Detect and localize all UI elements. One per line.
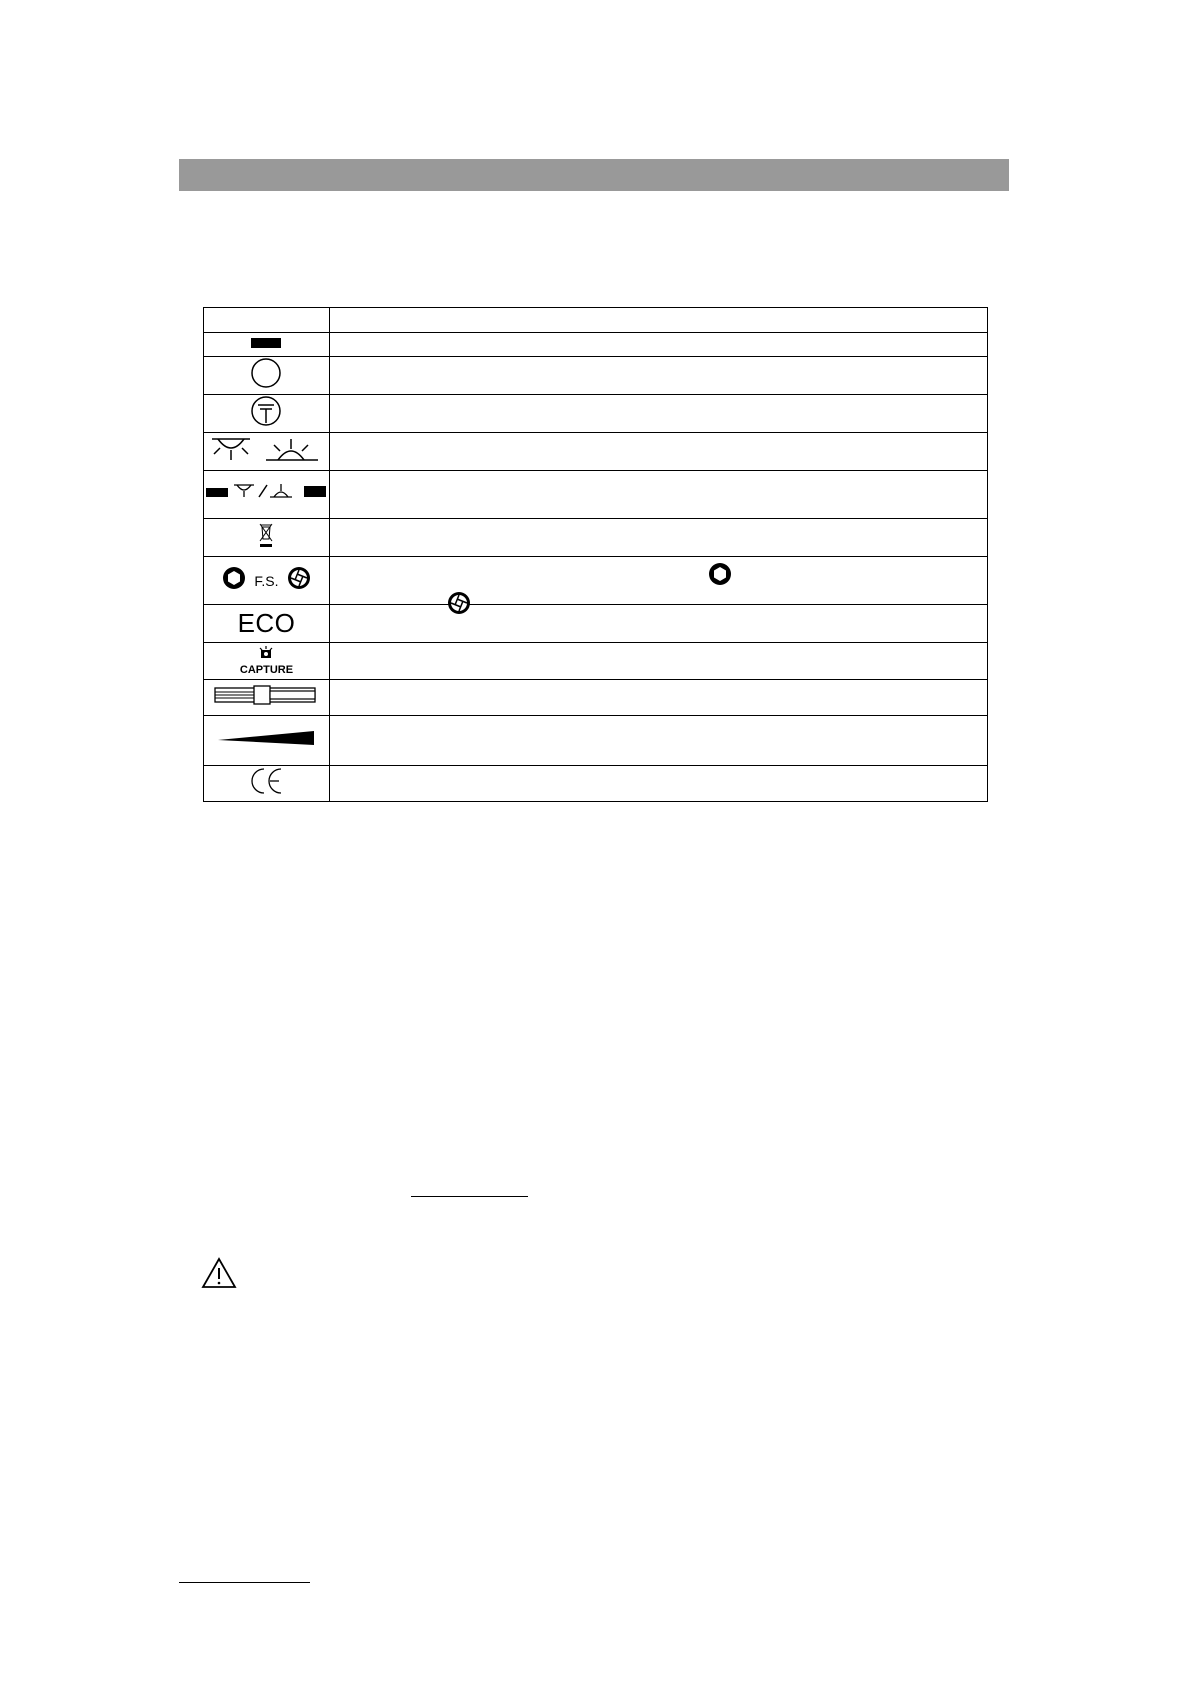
table-row	[204, 643, 988, 680]
eco-mode-icon: ECO	[237, 608, 296, 638]
description-cell	[329, 557, 987, 605]
description-cell	[329, 519, 987, 557]
symbol-cell	[204, 643, 330, 680]
table-row	[204, 333, 988, 357]
field-stop-label: F.S.	[254, 572, 279, 589]
circle-outline-icon	[250, 357, 282, 394]
lamp-switch-icon	[204, 480, 328, 505]
capture-label: CAPTURE	[239, 664, 294, 676]
symbol-cell	[204, 395, 330, 433]
hexagon-aperture-icon	[708, 562, 732, 591]
table-row	[204, 519, 988, 557]
hexagon-aperture-icon	[222, 566, 246, 595]
symbol-cell	[204, 680, 330, 716]
lamp-down-up-icon	[208, 433, 324, 470]
section-header-bar	[179, 159, 1009, 191]
description-cell	[329, 433, 987, 471]
symbol-cell	[204, 766, 330, 802]
symbols-table	[203, 307, 988, 802]
description-cell	[329, 308, 987, 333]
description-cell	[329, 357, 987, 395]
description-cell	[329, 680, 987, 716]
table-row	[204, 308, 988, 333]
crossed-bin-icon	[258, 522, 274, 553]
symbol-cell	[204, 557, 330, 605]
footnote-separator	[179, 1582, 310, 1583]
description-cell	[329, 643, 987, 680]
table-row	[204, 557, 988, 605]
description-cell	[329, 395, 987, 433]
iris-diaphragm-icon	[287, 566, 311, 595]
description-cell	[329, 766, 987, 802]
table-row	[204, 680, 988, 716]
symbol-cell	[204, 716, 330, 766]
slider-icon	[214, 685, 318, 710]
wedge-icon	[216, 728, 316, 753]
table-row	[204, 605, 988, 643]
symbol-cell	[204, 605, 330, 643]
table-row	[204, 766, 988, 802]
description-cell	[329, 471, 987, 519]
table-row	[204, 471, 988, 519]
ce-mark-icon	[249, 766, 283, 801]
table-row	[204, 716, 988, 766]
description-cell	[329, 605, 987, 643]
warning-triangle-icon	[201, 1257, 237, 1294]
filter-circle-icon	[250, 395, 282, 432]
symbol-cell	[204, 471, 330, 519]
table-row	[204, 433, 988, 471]
symbol-cell	[204, 333, 330, 357]
description-cell	[329, 716, 987, 766]
underline-blank	[411, 1196, 528, 1197]
symbol-cell	[204, 357, 330, 395]
symbol-cell	[204, 433, 330, 471]
table-row	[204, 395, 988, 433]
table-row	[204, 357, 988, 395]
iris-diaphragm-icon	[447, 591, 471, 620]
symbol-cell	[204, 519, 330, 557]
description-cell	[329, 333, 987, 357]
camera-capture-icon	[258, 646, 274, 665]
filled-rectangle-icon	[251, 336, 281, 354]
symbol-cell	[204, 308, 330, 333]
